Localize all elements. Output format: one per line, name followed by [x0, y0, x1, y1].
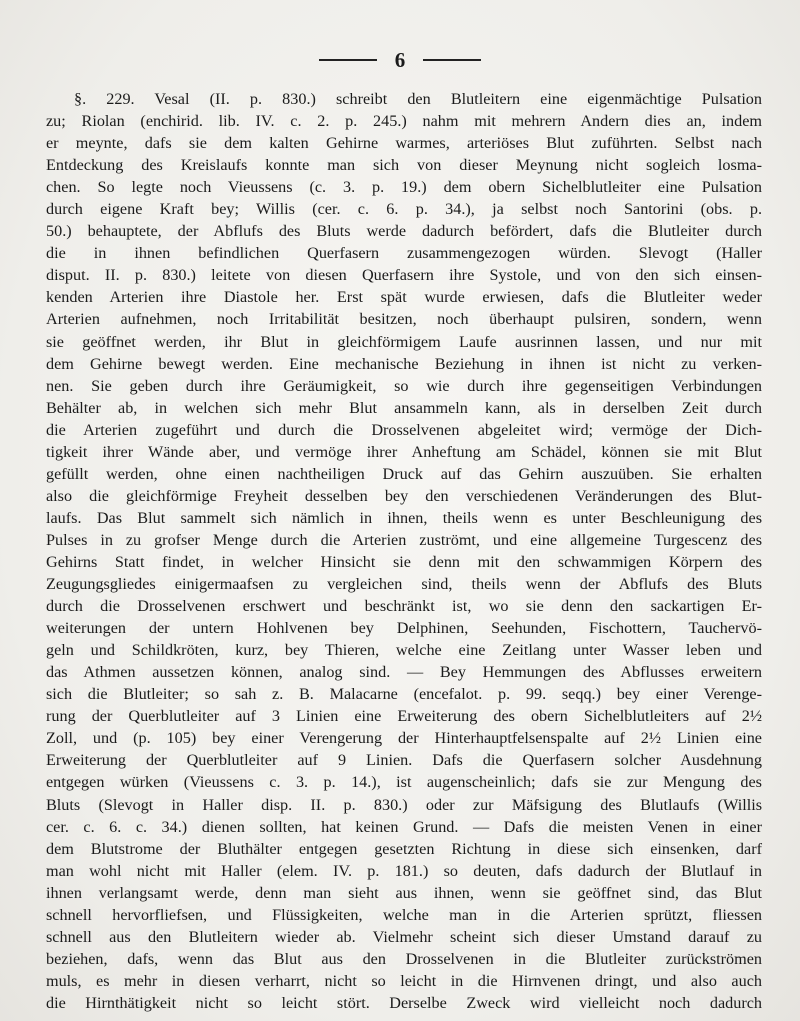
- text-line: entgegen würken (Vieussens c. 3. p. 14.), ist augenscheinlich; dafs sie zur Mengung des: [46, 773, 762, 792]
- text-line: laufs. Das Blut sammelt sich nämlich in ihnen, theils wenn es unter Beschleunigung des: [46, 508, 762, 527]
- text-line: cer. c. 6. c. 34.) dienen sollten, hat keinen Grund. — Dafs die meisten Venen in einer: [46, 817, 762, 836]
- text-line: §. 229. Vesal (II. p. 830.) schreibt den Blutleitern eine eigenmächtige Pulsation: [74, 90, 762, 108]
- text-line: zu; Riolan (enchirid. lib. IV. c. 2. p. 245.) nahm mit mehrern Andern dies an, indem: [46, 112, 762, 131]
- text-line: muls, es mehr in diesen verharrt, nicht so leicht in die Hirnvenen dringt, und also auch: [46, 971, 762, 990]
- text-line: Zeugungsgliedes einigermaafsen zu vergleichen sind, theils wenn der Abflufs des Bluts: [46, 575, 762, 594]
- text-line: chen. So legte noch Vieussens (c. 3. p. 19.) dem obern Sichelblutleiter eine Pulsation: [46, 178, 762, 197]
- text-line: Behälter ab, in welchen sich mehr Blut ansammeln kann, als in derselben Zeit durch: [46, 398, 762, 417]
- text-line: er meynte, dafs sie dem kalten Gehirne warmes, arteriöses Blut zuführten. Selbst nach: [46, 134, 762, 153]
- page-number: 6: [394, 48, 406, 72]
- text-line: die Hirnthätigkeit nicht so leicht stört. Derselbe Zweck wird vielleicht noch dadurch: [46, 993, 762, 1012]
- text-line: Bluts (Slevogt in Haller disp. II. p. 830.) oder zur Mäfsigung des Blutlaufs (Willis: [46, 795, 762, 814]
- text-line: ihnen verlangsamt werde, denn man sieht aus ihnen, wenn sie geöffnet sind, das Blut: [46, 883, 762, 902]
- text-line: Zoll, und (p. 105) bey einer Verengerung der Hinterhauptfelsenspalte auf 2½ Linien eine: [46, 729, 762, 748]
- text-line: kenden Arterien ihre Diastole her. Erst spät wurde erwiesen, dafs die Blutleiter weder: [46, 288, 762, 307]
- text-line: Arterien aufnehmen, noch Irritabilität besitzen, noch überhaupt pulsiren, sondern, wenn: [46, 310, 762, 329]
- text-line: geln und Schildkröten, kurz, bey Thieren, welche eine Zeitlang unter Wasser leben und: [46, 641, 762, 660]
- text-line: schnell aus den Blutleitern wieder ab. Vielmehr scheint sich dieser Umstand darauf zu: [46, 927, 762, 946]
- text-line: sie geöffnet werden, ihr Blut in gleichförmigem Laufe ausrinnen lassen, und nur mit: [46, 332, 762, 351]
- body-text: [46, 88, 762, 1014]
- text-line: Entdeckung des Kreislaufs konnte man sich von dieser Meynung nicht sogleich losma-: [46, 156, 762, 175]
- text-line: Pulses in zu grofser Menge durch die Arterien zuströmt, und eine allgemeine Turgescenz des: [46, 530, 762, 549]
- text-line: also die gleichförmige Freyheit desselben bey den verschiedenen Veränderungen des Blut-: [46, 486, 762, 505]
- text-line: Erweiterung der Querblutleiter auf 9 Linien. Dafs die Querfasern solcher Ausdehnung: [46, 751, 762, 770]
- text-line: durch die Drosselvenen erschwert und beschränkt ist, wo sie denn den sackartigen Er-: [46, 597, 762, 616]
- header-rule-right: [423, 59, 481, 61]
- text-line: 50.) behauptete, der Abflufs des Bluts werde dadurch befördert, dafs die Blutleiter durch: [46, 222, 762, 241]
- text-line: nen. Sie geben durch ihre Geräumigkeit, so wie durch ihre gegenseitigen Verbindungen: [46, 376, 762, 395]
- text-line: die Arterien zugeführt und durch die Drosselvenen abgeleitet wird; vermöge der Dich-: [46, 420, 762, 439]
- text-line: das Athmen aussetzen können, analog sind. — Bey Hemmungen des Abflusses erweitern: [46, 663, 762, 682]
- text-line: rung der Querblutleiter auf 3 Linien eine Erweiterung des obern Sichelblutleiters auf 2½: [46, 707, 762, 726]
- text-line: sich die Blutleiter; so sah z. B. Malacarne (encefalot. p. 99. seqq.) bey einer Verenge-: [46, 685, 762, 704]
- text-line: gefüllt werden, ohne einen nachtheiligen Druck auf das Gehirn auszuüben. Sie erhalten: [46, 464, 762, 483]
- page-header: [0, 48, 800, 72]
- text-line: disput. II. p. 830.) leitete von diesen Querfasern ihre Systole, und von den sich einsen-: [46, 266, 762, 285]
- text-line: beziehen, dafs, wenn das Blut aus den Drosselvenen in die Blutleiter zurückströmen: [46, 949, 762, 968]
- text-line: Gehirns Statt findet, in welcher Hinsicht sie denn mit den schwammigen Körpern des: [46, 552, 762, 571]
- text-line: durch eigene Kraft bey; Willis (cer. c. 6. p. 34.), ja selbst noch Santorini (obs. p.: [46, 200, 762, 219]
- text-line: man wohl nicht mit Haller (elem. IV. p. 181.) so deuten, dafs dadurch der Blutlauf in: [46, 861, 762, 880]
- text-line: weiterungen der untern Hohlvenen bey Delphinen, Seehunden, Fischottern, Tauchervö-: [46, 619, 762, 638]
- text-line: tigkeit ihrer Wände aber, und vermöge ihrer Anheftung am Schädel, können sie mit Blut: [46, 442, 762, 461]
- header-rule-left: [319, 59, 377, 61]
- text-line: dem Blutstrome der Bluthälter entgegen gesetzten Richtung in diese sich einsenken, darf: [46, 839, 762, 858]
- text-line: schnell hervorfliefsen, und Flüssigkeiten, welche man in die Arterien sprützt, fliessen: [46, 905, 762, 924]
- text-line: dem Gehirne bewegt werden. Eine mechanische Beziehung in ihnen ist nicht zu verken-: [46, 354, 762, 373]
- text-line: die in ihnen befindlichen Querfasern zusammengezogen würden. Slevogt (Haller: [46, 244, 762, 263]
